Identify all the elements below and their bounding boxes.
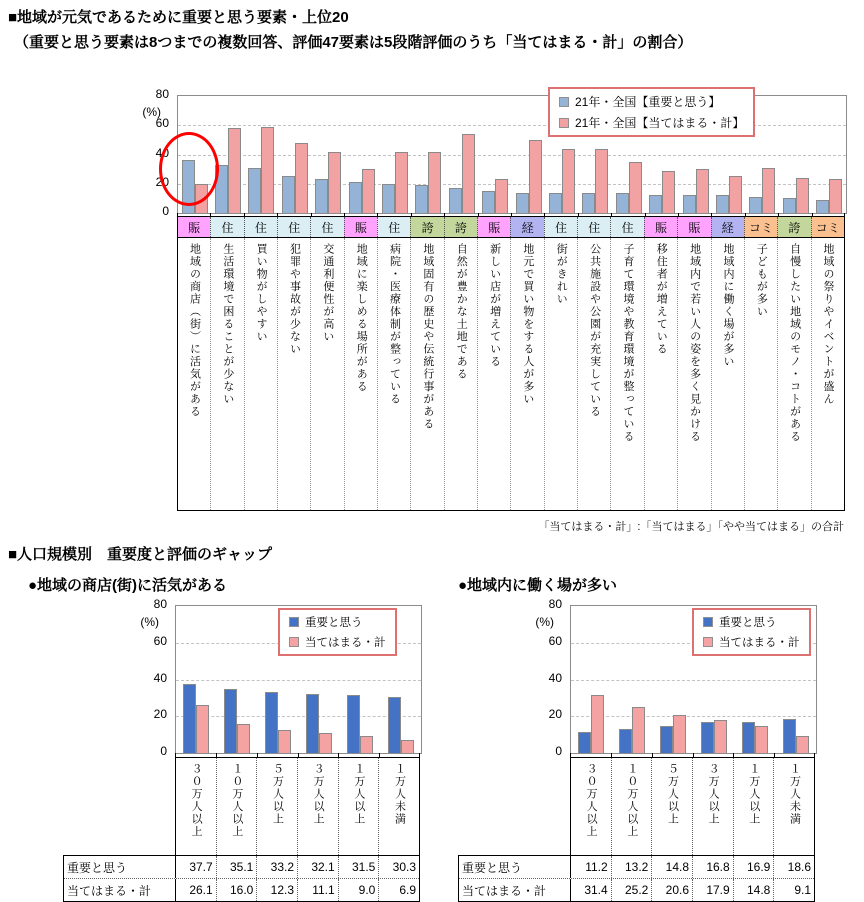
bar-s0-c4 [742,722,755,753]
table-row-label: 重要と思う [459,856,571,878]
footnote: 「当てはまる・計」:「当てはまる」「やや当てはまる」の合計 [538,521,844,533]
chart-left-title: ●地域の商店(街)に活気がある [28,577,228,594]
table-value: 37.7 [189,860,213,874]
category-label-text: 移住者が増えている [655,243,668,356]
table-value: 17.9 [692,879,733,901]
y-tick-label: 40 [153,670,167,685]
legend-item [703,634,800,650]
table-value: 14.8 [733,879,774,901]
bar-s0-c1 [619,729,632,753]
category-label-text: 買い物がしやすい [255,243,268,343]
category-tag: 住 [377,217,410,237]
category-tag: 誇 [777,217,810,237]
y-tick-label: 80 [153,597,167,611]
category-label-text: 交通利便性が高い [321,243,334,343]
table-value: 35.1 [216,856,257,878]
category-label-text: 新しい店が増えている [488,243,501,368]
legend-swatch-pink [289,637,299,647]
legend-label: 当てはまる・計 [305,637,386,649]
table-value: 16.8 [692,856,733,878]
legend-swatch-pink [703,637,713,647]
legend-item [703,614,800,630]
legend [692,608,811,656]
category-label-text: 公共施設や公園が充実している [588,243,601,418]
y-tick-label: 80 [155,87,169,101]
category-label-text: 自慢したい地域のモノ・コトがある [788,243,801,443]
y-tick-label: 40 [548,670,562,685]
legend-item [289,634,386,650]
y-tick-label: 40 [155,145,169,160]
y-tick-label: 80 [548,597,562,611]
category-label-text: 自然が豊かな土地である [455,243,468,381]
y-axis-unit: (%) [142,105,161,119]
category-tag: 賑 [477,217,510,237]
category-tag: 賑 [677,217,710,237]
x-category-cell [611,758,652,859]
chart-right-title: ●地域内に働く場が多い [458,577,618,594]
x-category-label: １万人以上 [352,763,365,826]
bar-s1-c0 [591,695,604,753]
x-category-header [570,757,815,860]
legend-swatch-blue [289,617,299,627]
y-tick-label: 20 [153,707,167,722]
category-tag: 賑 [644,217,677,237]
page-subtitle: （重要と思う要素は8つまでの複数回答、評価47要素は5段階評価のうち「当てはまる・計」の割合） [14,34,693,51]
table-value: 30.3 [378,856,419,878]
bar-s1-c3 [714,720,727,753]
table-row [459,878,814,901]
y-tick-label: 20 [155,174,169,189]
x-category-label: ３万人以上 [312,763,325,826]
x-category-label: ５万人以上 [666,763,679,826]
legend-swatch-blue [559,97,569,107]
x-category-cell [651,758,692,859]
table-value: 18.6 [773,856,814,878]
category-label-text: 地域の祭りやイベントが盛ん [822,243,835,406]
table-value: 16.0 [216,879,257,901]
x-category-label: １０万人以上 [230,763,243,838]
table-row-label: 当てはまる・計 [459,879,571,901]
table-value: 16.9 [733,856,774,878]
bar-s0-c3 [701,722,714,753]
table-value: 12.3 [256,879,297,901]
x-category-label: ３０万人以上 [190,763,203,838]
bar-s1-c4 [755,726,768,753]
page-title: ■地域が元気であるために重要と思う要素・上位20 [8,9,349,26]
legend-label: 当てはまる・計 [719,637,800,649]
category-label-text: 地域固有の歴史や伝統行事がある [421,243,434,431]
value-table [458,855,815,902]
y-tick-label: 20 [548,707,562,722]
category-label-text: 地域の商店（街）に活気がある [188,243,201,418]
x-category-label: １万人未満 [788,763,801,826]
bar-group [612,606,653,753]
bar-group [571,606,612,753]
legend-label: 重要と思う [719,617,777,629]
category-tag: 住 [277,217,310,237]
legend-swatch-blue [703,617,713,627]
x-category-cell [733,758,774,859]
legend [278,608,397,656]
category-tag: コミ [811,217,844,237]
x-category-label: １万人未満 [393,763,406,826]
table-value: 20.6 [651,879,692,901]
category-label-text: 子どもが多い [755,243,768,318]
legend-label: 21年・全国【当てはまる・計】 [575,116,745,130]
category-label-text: 街がきれい [555,243,568,306]
table-value: 9.0 [338,879,379,901]
category-label-text: 病院・医療体制が整っている [388,243,401,406]
x-category-label: ５万人以上 [271,763,284,826]
category-label-text: 地域内に働く場が多い [721,243,734,368]
bar-s0-c5 [783,719,796,753]
table-value: 9.1 [773,879,814,901]
category-tag: 誇 [410,217,443,237]
y-axis-unit: (%) [535,615,554,629]
section2-title: ■人口規模別 重要度と評価のギャップ [8,546,273,563]
legend-label: 21年・全国【重要と思う】 [575,95,721,109]
category-tag: 賑 [178,217,210,237]
y-axis-unit: (%) [140,615,159,629]
legend-item [289,614,386,630]
category-tag: 住 [244,217,277,237]
table-value: 25.2 [611,879,652,901]
category-tag: 経 [510,217,543,237]
category-label-text: 地域内で若い人の姿を多く見かける [688,243,701,443]
x-category-label: １０万人以上 [625,763,638,838]
x-category-label: ３万人以上 [707,763,720,826]
legend-item [559,93,744,110]
table-value: 33.2 [256,856,297,878]
category-label-text: 子育て環境や教育環境が整っている [621,243,634,443]
table-value: 32.1 [297,856,338,878]
category-label-text: 犯罪や事故が少ない [288,243,301,356]
category-tag: 住 [210,217,243,237]
table-value: 14.8 [651,856,692,878]
bar-s0-c2 [660,726,673,753]
y-tick-label: 60 [548,633,562,648]
legend-swatch-pink [559,118,569,128]
x-category-cell [571,758,611,859]
category-label-text: 地元で買い物をする人が多い [521,243,534,406]
category-label-text: 地域に楽しめる場所がある [355,243,368,393]
legend-item [559,114,744,131]
category-tag: 誇 [444,217,477,237]
table-value: 13.2 [611,856,652,878]
table-row [459,856,814,878]
legend-label: 重要と思う [305,617,363,629]
category-tag: 住 [310,217,343,237]
y-tick-label: 0 [160,744,167,758]
x-category-cell [773,758,814,859]
table-value: 6.9 [378,879,419,901]
category-label-text: 生活環境で困ることが少ない [221,243,234,406]
category-tag: 賑 [344,217,377,237]
table-value: 11.1 [297,879,338,901]
bar-s1-c1 [632,707,645,753]
table-value: 11.2 [585,860,608,874]
y-tick-label: 60 [155,116,169,131]
annotation-circle [159,132,219,206]
bar-s0-c0 [578,732,591,753]
category-tag: 住 [577,217,610,237]
table-value: 31.4 [584,883,608,897]
legend [548,87,755,137]
bar-s1-c5 [796,736,809,753]
category-tag: 住 [610,217,643,237]
y-tick-label: 0 [555,744,562,758]
x-category-cell [692,758,733,859]
category-tag: 住 [544,217,577,237]
x-category-label: １万人以上 [747,763,760,826]
category-tag: コミ [744,217,777,237]
y-tick-label: 60 [153,633,167,648]
table-value: 26.1 [189,883,213,897]
x-category-label: ３０万人以上 [585,763,598,838]
table-row-label: 重要と思う [64,856,176,878]
bar-s1-c2 [673,715,686,753]
category-tag: 経 [711,217,744,237]
table-value: 31.5 [338,856,379,878]
bar-group [653,606,694,753]
table-row-label: 当てはまる・計 [64,879,176,901]
y-tick-label: 0 [162,204,169,218]
